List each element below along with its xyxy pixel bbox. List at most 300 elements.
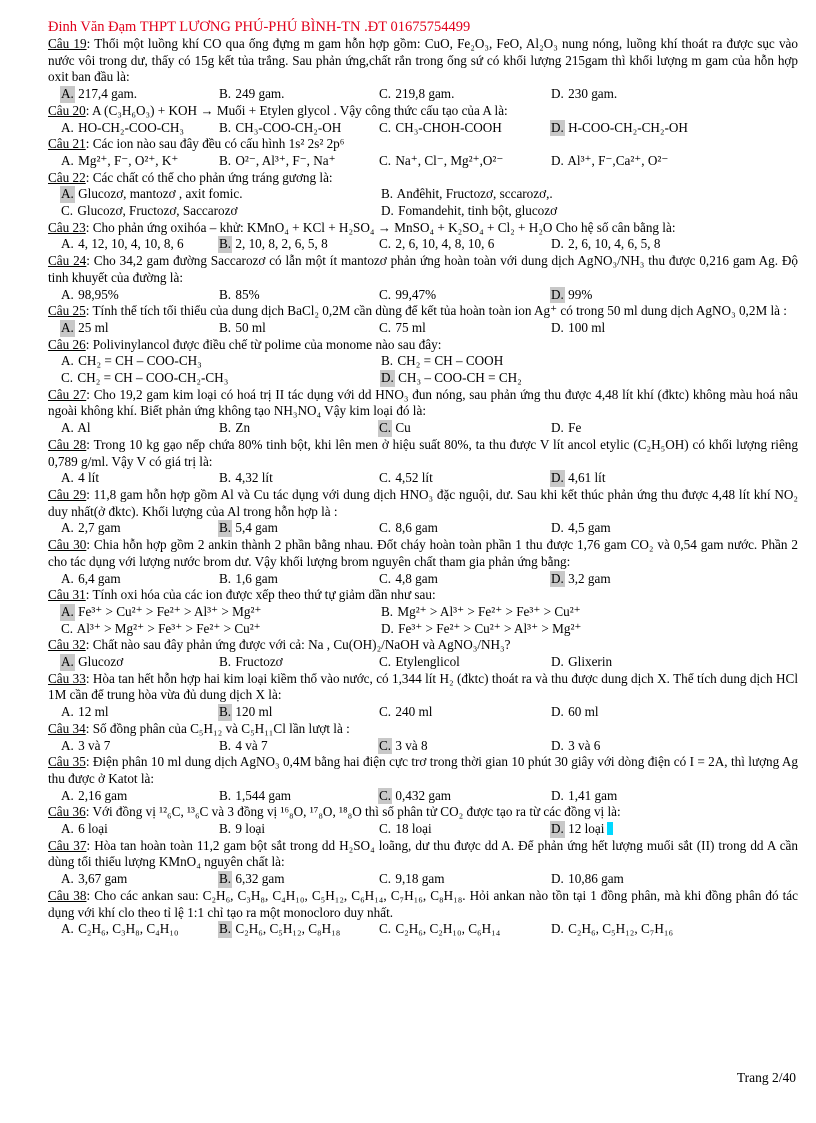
question-number: Câu 28: [48, 436, 87, 452]
answer-option: [550, 921, 710, 938]
option-text: C₂H₆, C₅H₁₂, C₈H₁₈: [235, 921, 341, 937]
answer-option: [550, 788, 710, 805]
option-text: 98,95%: [78, 286, 119, 302]
option-letter: B.: [219, 821, 232, 837]
question-number: Câu 21: [48, 136, 86, 152]
option-letter: B.: [219, 470, 232, 486]
option-row: [48, 420, 798, 437]
option-row: [48, 86, 798, 103]
option-row: [48, 186, 798, 203]
option-text: Mg²⁺ > Al³⁺ > Fe²⁺ > Fe³⁺ > Cu²⁺: [397, 603, 581, 619]
option-letter: A.: [61, 286, 74, 302]
option-letter: C.: [379, 704, 392, 720]
question: [48, 888, 798, 921]
option-text: Al: [77, 420, 91, 436]
option-letter: C.: [61, 620, 74, 636]
answer-option: [380, 370, 700, 387]
option-text: 60 ml: [568, 704, 599, 720]
option-letter: A.: [61, 470, 74, 486]
answer-option: [60, 236, 218, 253]
answer-option: [550, 320, 710, 337]
question: [48, 587, 798, 604]
answer-option: [60, 320, 218, 337]
answer-option: [378, 320, 550, 337]
question-text: Cho 34,2 gam đường Saccarozơ có lẫn một ít mantozơ phản ứng hoàn toàn với dung dịch AgNO₃/NH₃ thu được 0,216 gam Ag. Độ tinh khuyết của đường là:: [48, 253, 799, 285]
question-separator: :: [86, 887, 95, 903]
answer-option: [550, 287, 710, 304]
option-text: 120 ml: [235, 704, 273, 720]
answer-option: [378, 236, 550, 253]
option-text: 99,47%: [395, 286, 437, 302]
option-letter: B.: [219, 86, 232, 102]
answer-option: [60, 654, 218, 671]
question-text: Chất nào sau đây phản ứng được với cả: Na , Cu(OH)₂/NaOH và AgNO₃/NH₃?: [92, 637, 511, 653]
page-number: Trang 2/40: [736, 1070, 796, 1085]
option-text: 240 ml: [395, 704, 433, 720]
question-separator: :: [86, 537, 94, 553]
answer-option: [218, 320, 378, 337]
answer-option: [60, 353, 380, 370]
option-text: 217,4 gam.: [78, 86, 138, 102]
option-text: Fe: [568, 420, 582, 436]
question-text: Hòa tan hoàn toàn 11,2 gam bột sắt trong dd H₂SO₄ loãng, dư thu được dd A. Để phản ứng hết lượng muối sắt (II) trong dd A cần dùng tối thiểu lượng KMnO₄ nguyên chất là:: [48, 837, 798, 870]
option-row: [48, 520, 798, 537]
question-text: Thổi một luồng khí CO qua ống đựng m gam hỗn hợp gồm: CuO, Fe₂O₃, FeO, Al₂O₃ nung nóng, luồng khí thoát ra được sục vào nước vôi trong dư, thấy có 15g kết tủa trắng. Sau phản ứng,chất rắn trong ống sứ có khối lượng 215gam thì khối lượng m gam của hỗn hợp oxit ban đầu là:: [48, 36, 798, 85]
option-letter: A.: [61, 236, 74, 252]
answer-option: [218, 821, 378, 838]
question: [48, 671, 798, 704]
option-text: 85%: [235, 286, 260, 302]
option-letter: C.: [379, 420, 392, 436]
option-text: C₂H₆, C₅H₁₂, C₇H₁₆: [568, 921, 674, 937]
answer-option: [550, 236, 710, 253]
question: [48, 36, 798, 86]
answer-option: [60, 203, 380, 220]
option-text: 4, 12, 10, 4, 10, 8, 6: [78, 236, 184, 252]
option-letter: B.: [219, 286, 232, 302]
option-text: 4,8 gam: [395, 570, 438, 586]
question-text: Cho 19,2 gam kim loại có hoá trị II tác dụng với dd HNO₃ đun nóng, sau phản ứng thu được 4,48 lít khí (đktc) không màu hoá nâu ngoài không khí. Biết phản ứng không tạo NH₃NO₄ Vậy kim loại đó là:: [48, 386, 798, 419]
answer-option: [60, 704, 218, 721]
answer-option: [550, 571, 710, 588]
option-row: [48, 604, 798, 621]
option-letter: A.: [61, 353, 74, 369]
option-text: 100 ml: [568, 319, 606, 335]
option-text: 2, 10, 8, 2, 6, 5, 8: [235, 236, 328, 252]
question-separator: :: [85, 670, 93, 686]
answer-option: [218, 153, 378, 170]
option-letter: A.: [61, 520, 74, 536]
option-letter: D.: [381, 203, 394, 219]
answer-option: [60, 287, 218, 304]
question-number: Câu 29: [48, 486, 87, 502]
option-letter: D.: [381, 620, 394, 636]
option-letter: D.: [551, 420, 564, 436]
option-letter: B.: [219, 787, 232, 803]
question-number: Câu 38: [48, 887, 87, 903]
answer-option: [378, 704, 550, 721]
question: [48, 537, 798, 570]
answer-option: [218, 788, 378, 805]
question-number: Câu 32: [48, 637, 86, 653]
question: [48, 487, 798, 520]
option-text: 6 loại: [78, 821, 108, 837]
option-text: 3,2 gam: [568, 570, 611, 586]
question-text: Các chất có thể cho phản ứng tráng gương là:: [92, 169, 333, 185]
answer-option: [60, 621, 380, 638]
option-letter: D.: [551, 787, 564, 803]
option-text: 6,32 gam: [235, 871, 285, 887]
answer-option: [60, 186, 380, 203]
answer-option: [218, 86, 378, 103]
option-letter: D.: [551, 654, 564, 670]
answer-option: [218, 921, 378, 938]
option-text: CH₂ = CH – COOH: [397, 353, 504, 369]
option-text: CH₃-CHOH-COOH: [395, 119, 502, 135]
option-text: 3,67 gam: [78, 871, 128, 887]
option-letter: A.: [61, 570, 74, 586]
option-row: [48, 236, 798, 253]
question-separator: :: [85, 169, 93, 185]
option-text: 3 và 7: [78, 737, 111, 753]
question-number: Câu 19: [48, 36, 87, 51]
option-letter: C.: [379, 152, 392, 168]
answer-option: [60, 520, 218, 537]
question: [48, 170, 798, 187]
option-letter: B.: [219, 152, 232, 168]
option-letter: D.: [551, 921, 564, 937]
answer-option: [218, 520, 378, 537]
option-text: CH₃ – COO-CH = CH₂: [398, 370, 522, 386]
question-separator: :: [85, 136, 93, 152]
answer-option: [60, 604, 380, 621]
answer-option: [380, 621, 700, 638]
answer-option: [550, 738, 710, 755]
option-row: [48, 738, 798, 755]
option-letter: D.: [551, 570, 564, 586]
answer-option: [218, 738, 378, 755]
answer-option: [218, 420, 378, 437]
answer-option: [218, 120, 378, 137]
option-letter: A.: [61, 152, 74, 168]
question-text: Số đồng phân của C₅H₁₂ và C₅H₁₁Cl lần lượt là :: [92, 720, 350, 736]
answer-option: [378, 921, 550, 938]
option-row: [48, 353, 798, 370]
option-row: [48, 287, 798, 304]
answer-option: [60, 370, 380, 387]
answer-option: [378, 420, 550, 437]
option-text: Cu: [395, 420, 411, 436]
option-text: 6,4 gam: [78, 570, 121, 586]
question: [48, 721, 798, 738]
option-row: [48, 788, 798, 805]
option-text: 5,4 gam: [235, 520, 278, 536]
question-separator: :: [86, 253, 94, 269]
question-text: Tính oxi hóa của các ion được xếp theo thứ tự giảm dần như sau:: [92, 587, 436, 603]
answer-option: [218, 571, 378, 588]
question: [48, 637, 798, 654]
option-letter: A.: [61, 821, 74, 837]
option-letter: C.: [379, 871, 392, 887]
question-number: Câu 23: [48, 219, 86, 235]
option-letter: D.: [551, 119, 564, 135]
option-letter: C.: [379, 236, 392, 252]
option-letter: A.: [61, 86, 74, 102]
question-separator: :: [85, 587, 93, 603]
question-number: Câu 26: [48, 336, 86, 352]
option-row: [48, 621, 798, 638]
option-text: C₂H₆, C₃H₈, C₄H₁₀: [78, 921, 179, 937]
answer-option: [550, 420, 710, 437]
question-text: Cho các ankan sau: C₂H₆, C₃H₈, C₄H₁₀, C₅H₁₂, C₆H₁₄, C₇H₁₆, C₈H₁₈. Hỏi ankan nào tồn tại 1 đồng phân, mà khi đồng phân đó tác dụng với khí clo theo tỉ lệ 1:1 chỉ tạo ra một monocloro duy nhất.: [48, 887, 798, 920]
answer-option: [380, 186, 700, 203]
option-text: Etylenglicol: [395, 654, 460, 670]
question: [48, 437, 798, 470]
option-text: 4 và 7: [235, 737, 268, 753]
option-text: CH₃-COO-CH₂-OH: [235, 119, 342, 135]
option-text: 0,432 gam: [395, 787, 452, 803]
option-text: Glucozơ: [78, 654, 124, 670]
option-text: 2, 6, 10, 4, 8, 10, 6: [395, 236, 495, 252]
option-text: CH₂ = CH – COO-CH₂-CH₃: [77, 370, 229, 386]
option-text: 25 ml: [78, 319, 109, 335]
question-separator: :: [85, 336, 93, 352]
option-text: CH₂ = CH – COO-CH₃: [78, 353, 202, 369]
option-letter: B.: [381, 353, 394, 369]
option-letter: D.: [381, 370, 394, 386]
option-text: 4,5 gam: [568, 520, 611, 536]
option-letter: A.: [61, 787, 74, 803]
option-text: 1,6 gam: [235, 570, 278, 586]
option-letter: D.: [551, 86, 564, 102]
answer-option: [550, 821, 710, 838]
option-letter: B.: [219, 420, 232, 436]
answer-option: [378, 86, 550, 103]
option-letter: C.: [379, 470, 392, 486]
question-text: Các ion nào sau đây đều có cấu hình 1s² 2s² 2p⁶: [92, 136, 345, 152]
option-row: [48, 153, 798, 170]
question-text: Chia hỗn hợp gồm 2 ankin thành 2 phần bằng nhau. Đốt cháy hoàn toàn phần 1 thu được 1,76 gam CO₂ và 0,54 gam nước. Phần 2 cho tác dụng với lượng nước brom dư. Vậy khối lượng brom nguyên chất tham gia phản ứng bằng:: [48, 537, 798, 569]
option-row: [48, 320, 798, 337]
question: [48, 337, 798, 354]
answer-option: [378, 520, 550, 537]
option-letter: A.: [61, 737, 74, 753]
answer-option: [60, 871, 218, 888]
option-row: [48, 470, 798, 487]
answer-option: [60, 821, 218, 838]
question-number: Câu 24: [48, 253, 87, 269]
answer-option: [378, 287, 550, 304]
answer-option: [60, 738, 218, 755]
answer-option: [378, 871, 550, 888]
question-separator: :: [85, 637, 93, 653]
question-number: Câu 37: [48, 837, 87, 853]
question-separator: :: [86, 837, 95, 853]
question-separator: :: [85, 804, 93, 820]
option-letter: D.: [551, 737, 564, 753]
option-letter: A.: [61, 871, 74, 887]
option-text: 1,41 gam: [568, 787, 618, 803]
option-row: [48, 203, 798, 220]
option-letter: C.: [379, 319, 392, 335]
option-letter: A.: [61, 319, 74, 335]
answer-option: [550, 470, 710, 487]
option-text: Fe³⁺ > Fe²⁺ > Cu²⁺ > Al³⁺ > Mg²⁺: [398, 620, 582, 636]
answer-option: [550, 520, 710, 537]
option-letter: D.: [551, 319, 564, 335]
option-text: 4,52 lít: [395, 470, 433, 486]
question: [48, 136, 798, 153]
option-letter: D.: [551, 520, 564, 536]
option-letter: B.: [219, 921, 232, 937]
option-letter: A.: [61, 654, 74, 670]
option-letter: C.: [61, 370, 74, 386]
question-text: Trong 10 kg gạo nếp chứa 80% tinh bột, khi lên men ở hiệu suất 80%, ta thu được V lít ancol etylic (C₂H₅OH) có khối lượng riêng 0,789 g/ml. Vậy V có giá trị là:: [48, 436, 798, 469]
answer-option: [378, 571, 550, 588]
answer-option: [550, 871, 710, 888]
answer-option: [378, 470, 550, 487]
option-text: 99%: [568, 286, 593, 302]
answer-option: [378, 788, 550, 805]
option-row: [48, 704, 798, 721]
option-text: 2,7 gam: [78, 520, 121, 536]
option-row: [48, 120, 798, 137]
answer-option: [60, 86, 218, 103]
option-letter: B.: [219, 520, 232, 536]
answer-option: [380, 604, 700, 621]
question: [48, 103, 798, 120]
question: [48, 754, 798, 787]
option-letter: B.: [219, 704, 232, 720]
option-text: C₂H₆, C₂H₁₀, C₆H₁₄: [395, 921, 501, 937]
question-number: Câu 20: [48, 102, 86, 118]
question-text: Hòa tan hết hỗn hợp hai kim loại kiềm thổ vào nước, có 1,344 lít H₂ (đktc) thoát ra và thu được dung dịch X. Thể tích dung dịch HCl 1M cần để trung hòa vừa đủ dung dịch X là:: [48, 670, 798, 703]
question: [48, 253, 798, 286]
answer-option: [378, 153, 550, 170]
option-text: Glucozơ, Fructozơ, Saccarozơ: [77, 203, 238, 219]
answer-option: [218, 236, 378, 253]
option-letter: C.: [379, 520, 392, 536]
question-list: [48, 36, 798, 938]
option-text: O²⁻, Al³⁺, F⁻, Na⁺: [235, 152, 336, 168]
option-row: [48, 370, 798, 387]
question: [48, 220, 798, 237]
option-letter: D.: [551, 470, 564, 486]
option-letter: B.: [219, 236, 232, 252]
question-text: Với đồng vị ¹²₆C, ¹³₆C và 3 đồng vị ¹⁶₈O, ¹⁷₈O, ¹⁸₈O thì số phân tử CO₂ được tạo ra từ các đồng vị là:: [92, 804, 621, 820]
option-letter: C.: [379, 921, 392, 937]
question-separator: :: [85, 219, 93, 235]
question-number: Câu 22: [48, 169, 86, 185]
answer-option: [550, 654, 710, 671]
answer-option: [60, 120, 218, 137]
answer-option: [218, 704, 378, 721]
question-separator: :: [86, 386, 94, 402]
option-row: [48, 821, 798, 838]
question: [48, 804, 798, 821]
option-letter: C.: [379, 787, 392, 803]
option-text: 9,18 gam: [395, 871, 445, 887]
answer-option: [60, 571, 218, 588]
question-number: Câu 34: [48, 720, 86, 736]
option-letter: D.: [551, 152, 564, 168]
option-text: 1,544 gam: [235, 787, 292, 803]
answer-option: [550, 120, 710, 137]
question-separator: :: [86, 436, 94, 452]
option-letter: C.: [379, 737, 392, 753]
option-text: 2,16 gam: [78, 787, 128, 803]
option-letter: B.: [219, 319, 232, 335]
option-letter: B.: [219, 737, 232, 753]
question-text: 11,8 gam hỗn hợp gồm Al và Cu tác dụng với dung dịch HNO₃ đặc nguội, dư. Sau khi kết thúc phản ứng thu được 4,48 lít khí NO₂ duy nhất(ở đktc). Khối lượng của Al trong hỗn hợp là :: [48, 486, 798, 519]
option-text: 12 loại: [568, 821, 605, 837]
question-separator: :: [85, 102, 92, 118]
option-letter: D.: [551, 821, 564, 837]
option-letter: C.: [379, 654, 392, 670]
option-text: 230 gam.: [568, 86, 618, 102]
answer-option: [218, 871, 378, 888]
option-text: 219,8 gam.: [395, 86, 455, 102]
answer-option: [380, 353, 700, 370]
question-number: Câu 36: [48, 804, 86, 820]
option-letter: D.: [551, 286, 564, 302]
option-text: 18 loại: [395, 821, 432, 837]
option-letter: C.: [61, 203, 74, 219]
option-letter: A.: [61, 603, 74, 619]
option-row: [48, 871, 798, 888]
option-letter: D.: [551, 704, 564, 720]
option-letter: A.: [61, 921, 74, 937]
option-row: [48, 654, 798, 671]
option-text: 249 gam.: [235, 86, 285, 102]
question-text: Cho phản ứng oxihóa – khử: KMnO₄ + KCl + H₂SO₄ → MnSO₄ + K₂SO₄ + Cl₂ + H₂O Cho hệ số cân bằng là:: [92, 219, 676, 235]
question-separator: :: [85, 303, 93, 319]
option-text: Zn: [235, 420, 251, 436]
answer-option: [550, 86, 710, 103]
option-letter: B.: [219, 570, 232, 586]
answer-option: [550, 153, 710, 170]
answer-option: [378, 654, 550, 671]
option-text: Fe³⁺ > Cu²⁺ > Fe²⁺ > Al³⁺ > Mg²⁺: [78, 603, 262, 619]
option-text: 3 và 8: [395, 737, 428, 753]
answer-option: [380, 203, 700, 220]
option-letter: D.: [551, 236, 564, 252]
question-text: Tính thể tích tối thiểu của dung dịch BaCl₂ 0,2M cần dùng để kết tủa hoàn toàn ion Ag⁺ có trong 50 ml dung dịch AgNO₃ 0,2M là :: [92, 303, 787, 319]
option-letter: B.: [219, 119, 232, 135]
question-number: Câu 27: [48, 386, 87, 402]
option-text: Al³⁺, F⁻,Ca²⁺, O²⁻: [567, 152, 669, 168]
option-letter: A.: [61, 704, 74, 720]
question-number: Câu 30: [48, 537, 87, 553]
question-number: Câu 25: [48, 303, 86, 319]
question: [48, 838, 798, 871]
option-text: Anđêhit, Fructozơ, sccarozơ,.: [396, 186, 553, 202]
question: [48, 303, 798, 320]
option-text: 12 ml: [78, 704, 109, 720]
option-text: 4,61 lít: [568, 470, 606, 486]
option-text: Glucozơ, mantozơ , axit fomic.: [78, 186, 243, 202]
answer-option: [60, 921, 218, 938]
answer-option: [378, 120, 550, 137]
question-separator: :: [86, 36, 95, 51]
answer-option: [218, 470, 378, 487]
option-letter: B.: [219, 654, 232, 670]
question-text: A (C₃H₆O₃) + KOH → Muối + Etylen glycol . Vậy công thức cấu tạo của A là:: [91, 102, 508, 118]
option-letter: D.: [551, 871, 564, 887]
answer-option: [218, 287, 378, 304]
highlight-marker: [607, 822, 613, 835]
option-row: [48, 571, 798, 588]
